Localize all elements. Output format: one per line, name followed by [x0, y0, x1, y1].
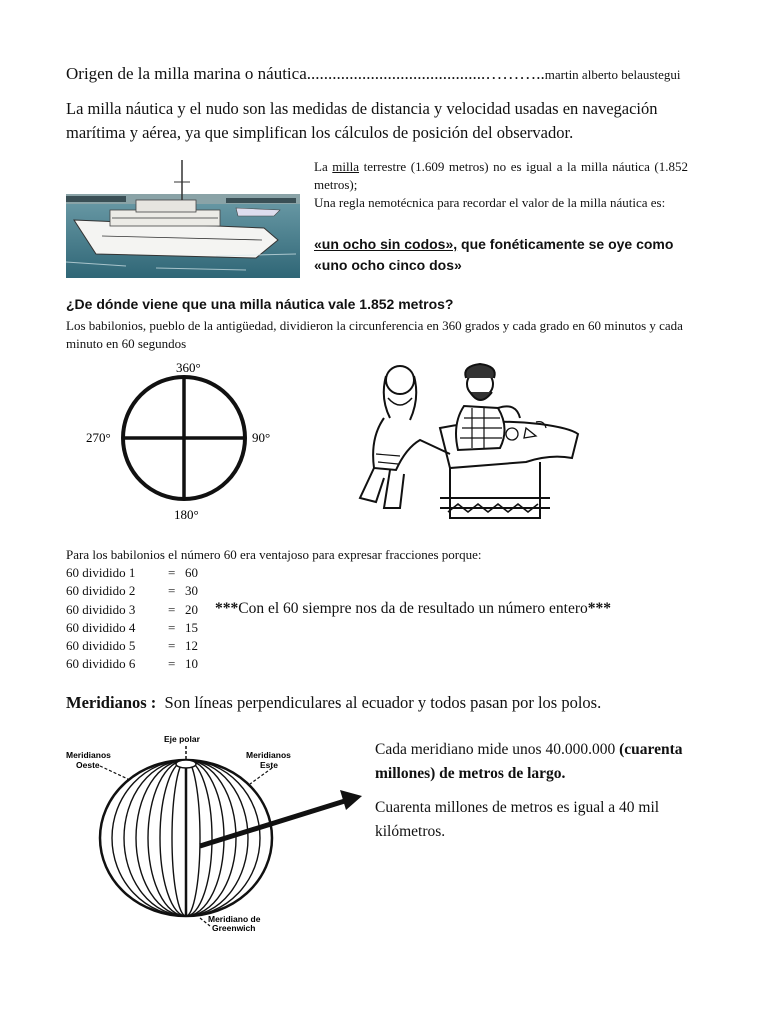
division-table: [66, 564, 198, 674]
label-90: 90°: [252, 430, 271, 445]
meridian-length: [375, 738, 705, 786]
mnemonic-rest: que fonéticamente se oye como «uno ocho cinco dos»: [314, 236, 674, 273]
division-result: 10: [185, 656, 198, 672]
meridianos-definition: [66, 693, 601, 713]
division-result: 60: [185, 565, 198, 580]
eje-polar-label: Eje polar: [164, 734, 200, 744]
label-180: 180°: [174, 507, 199, 522]
division-expr: 60 dividido 1: [66, 565, 136, 580]
pointer-arrow-shaft: [200, 800, 348, 846]
division-expr: 60 dividido 2: [66, 583, 136, 599]
author: martin alberto belaustegui: [544, 67, 681, 82]
division-row: [66, 564, 198, 582]
intro-paragraph: La milla náutica y el nudo son las medidas de distancia y velocidad usadas en navegación marítima y aérea, ya que simplifican los cálculos de posición del observador.: [66, 99, 658, 142]
fracciones-intro: Para los babilonios el número 60 era ventajoso para expresar fracciones porque:: [66, 547, 482, 562]
milla-prefix: La: [314, 159, 333, 174]
meridianos-label: Meridianos :: [66, 693, 157, 712]
division-result: 15: [185, 619, 198, 635]
division-result: 12: [185, 638, 198, 654]
label-270: 270°: [86, 430, 111, 445]
meridianos-text: Son líneas perpendiculares al ecuador y todos pasan por los polos.: [156, 693, 602, 712]
milla-suffix: terrestre (1.609 metros) no es igual a la milla náutica (1.852 metros);: [314, 159, 688, 192]
division-result: 20: [185, 601, 198, 617]
division-expr: 60 dividido 6: [66, 656, 136, 672]
division-row: [66, 655, 198, 673]
stars-close: ***: [587, 600, 612, 617]
meridianos-este-label-2: Este: [260, 760, 278, 770]
ship-photo: [66, 158, 300, 278]
division-eq: =: [168, 638, 176, 654]
entero-text: Con el 60 siempre nos da de resultado un número entero: [238, 600, 588, 617]
stars-open: ***: [215, 600, 239, 617]
question-heading: ¿De dónde viene que una milla náutica vale 1.852 metros?: [66, 296, 454, 312]
division-row: [66, 582, 198, 600]
globe-meridians-diagram: [60, 728, 370, 938]
milla-paragraph: [314, 158, 688, 212]
globe-explanation: [375, 738, 705, 844]
division-row: [66, 637, 198, 655]
degrees-circle-diagram: [80, 358, 300, 524]
division-eq: =: [168, 601, 176, 617]
division-eq: =: [168, 656, 176, 672]
page-title: [66, 64, 680, 84]
meridian-length-b: (cuarenta millones) de metros de largo.: [375, 741, 683, 782]
division-row: [66, 619, 198, 637]
division-row: [66, 601, 198, 619]
division-expr: 60 dividido 4: [66, 619, 136, 635]
title-text: Origen de la milla marina o náutica..........................................………..: [66, 64, 545, 83]
meridian-length-a: Cada meridiano mide unos 40.000.000: [375, 741, 620, 758]
division-eq: =: [168, 565, 176, 580]
division-expr: 60 dividido 3: [66, 601, 136, 617]
division-eq: =: [168, 583, 176, 599]
pointer-arrow-head: [340, 790, 362, 810]
milla-word: milla: [332, 159, 360, 174]
mnemonic-text: [314, 234, 694, 276]
division-eq: =: [168, 619, 176, 635]
meridianos-oeste-label-1: Meridianos: [66, 750, 111, 760]
label-360: 360°: [176, 360, 201, 375]
babilonios-paragraph: Los babilonios, pueblo de la antigüedad, dividieron la circunferencia en 360 grados y cada grado en 60 minutos y cada minuto en 60 segundos: [66, 318, 683, 351]
division-result: 30: [185, 583, 198, 599]
meridianos-este-label-1: Meridianos: [246, 750, 291, 760]
division-expr: 60 dividido 5: [66, 638, 136, 654]
km-equivalence: Cuarenta millones de metros es igual a 40 mil kilómetros.: [375, 799, 660, 840]
regla-text: Una regla nemotécnica para recordar el valor de la milla náutica es:: [314, 195, 666, 210]
meridianos-oeste-label-2: Oeste: [76, 760, 100, 770]
babylonian-scribes-illustration: [340, 358, 590, 528]
greenwich-label-1: Meridiano de: [208, 914, 261, 924]
greenwich-label-2: Greenwich: [212, 923, 256, 933]
entero-note: [215, 600, 611, 618]
mnemonic-underlined: «un ocho sin codos»,: [314, 236, 458, 252]
